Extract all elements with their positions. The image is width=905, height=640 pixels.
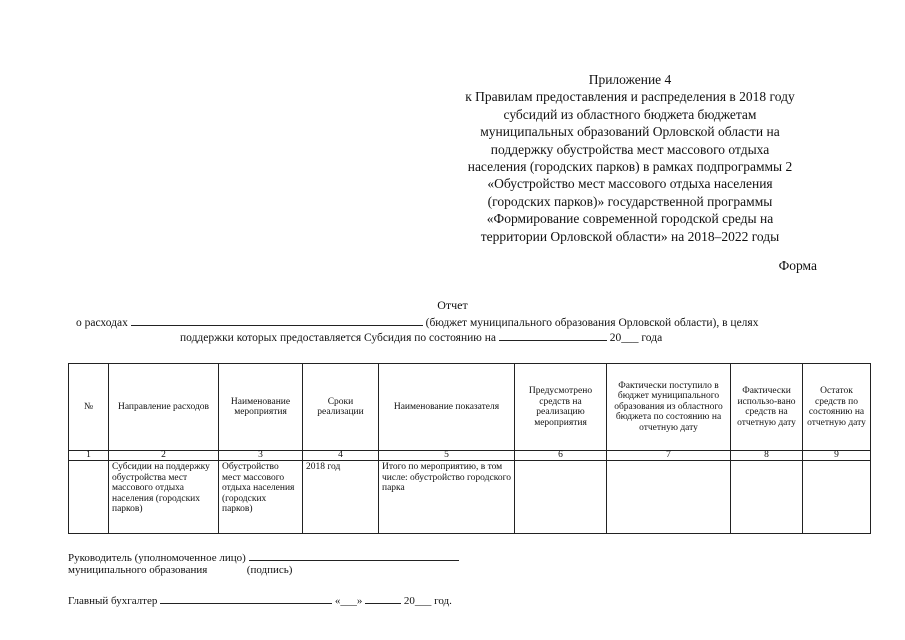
- appendix-line: муниципальных образований Орловской области на: [480, 124, 780, 140]
- date-blank-field: [499, 329, 607, 341]
- column-number: 3: [219, 451, 303, 461]
- table-header-row: [69, 364, 871, 451]
- cell-remaining-funds: [803, 461, 871, 534]
- cell-implementation-period: 2018 год: [303, 461, 379, 534]
- cell-received-funds: [607, 461, 731, 534]
- header-number: №: [69, 364, 109, 451]
- appendix-line: «Обустройство мест массового отдыха населения: [487, 176, 773, 192]
- accountant-signature-blank: [160, 592, 332, 604]
- accountant-year: 20___ год.: [403, 595, 452, 607]
- appendix-block: [440, 71, 820, 245]
- column-number: 2: [109, 451, 219, 461]
- column-number: 5: [379, 451, 515, 461]
- accountant-month-blank: [365, 592, 401, 604]
- column-number: 1: [69, 451, 109, 461]
- column-number-row: [69, 451, 871, 461]
- form-label: Форма: [778, 258, 817, 273]
- header-used-funds: Фактически использо-вано средств на отчетную дату: [731, 364, 803, 451]
- header-expense-direction: Направление расходов: [109, 364, 219, 451]
- accountant-signature-line: [68, 592, 452, 607]
- report-subtitle-text: поддержки которых предоставляется Субсидия по состоянию на: [180, 332, 496, 344]
- head-signature-blank: [249, 549, 459, 561]
- appendix-line: территории Орловской области» на 2018–2022 годы: [480, 228, 780, 244]
- head-signature-line1: [68, 549, 459, 564]
- header-remaining-funds: Остаток средств по состоянию на отчетную дату: [803, 364, 871, 451]
- report-subtitle-suffix: (бюджет муниципального образования Орловской области), в целях: [425, 317, 759, 329]
- header-indicator-name: Наименование показателя: [379, 364, 515, 451]
- appendix-line: Приложение 4: [588, 72, 672, 87]
- cell-event-name: Обустройство мест массового отдыха населения (городских парков): [219, 461, 303, 534]
- header-implementation-period: Сроки реализации: [303, 364, 379, 451]
- column-number: 9: [803, 451, 871, 461]
- appendix-line: к Правилам предоставления и распределения в 2018 году: [465, 89, 795, 105]
- cell-planned-funds: [515, 461, 607, 534]
- head-signature-label: Руководитель (уполномоченное лицо): [68, 552, 246, 564]
- appendix-line: субсидий из областного бюджета бюджетам: [503, 106, 757, 122]
- head-signature-caption: (подпись): [246, 564, 293, 576]
- table-row: [69, 461, 871, 534]
- header-planned-funds: Предусмотрено средств на реализацию мероприятия: [515, 364, 607, 451]
- expense-blank-field: [131, 314, 423, 326]
- column-number: 8: [731, 451, 803, 461]
- report-subtitle-prefix: о расходах: [76, 317, 128, 329]
- header-received-funds: Фактически поступило в бюджет муниципального образования из областного бюджета по состоянию на отчетную дату: [607, 364, 731, 451]
- column-number: 7: [607, 451, 731, 461]
- header-event-name: Наименование мероприятия: [219, 364, 303, 451]
- report-subtitle-year: 20___ года: [609, 332, 663, 344]
- cell-used-funds: [731, 461, 803, 534]
- head-signature-org: муниципального образования: [68, 564, 208, 576]
- column-number: 4: [303, 451, 379, 461]
- appendix-line: (городских парков)» государственной программы: [487, 193, 773, 209]
- cell-indicator-name: Итого по мероприятию, в том числе: обустройство городского парка: [379, 461, 515, 534]
- accountant-label: Главный бухгалтер: [68, 595, 158, 607]
- report-subtitle-line1: [76, 314, 758, 329]
- cell-number: [69, 461, 109, 534]
- cell-expense-direction: Субсидии на поддержку обустройства мест массового отдыха населения (городских парков): [109, 461, 219, 534]
- report-subtitle-line2: [180, 329, 662, 344]
- column-number: 6: [515, 451, 607, 461]
- head-signature-line2: [68, 564, 292, 576]
- report-title: Отчет: [437, 298, 468, 312]
- appendix-line: «Формирование современной городской среды на: [486, 211, 774, 227]
- accountant-date-open: «___»: [334, 595, 363, 607]
- appendix-line: поддержку обустройства мест массового отдыха: [490, 141, 770, 157]
- appendix-line: населения (городских парков) в рамках подпрограммы 2: [467, 159, 793, 175]
- report-table: [68, 363, 871, 534]
